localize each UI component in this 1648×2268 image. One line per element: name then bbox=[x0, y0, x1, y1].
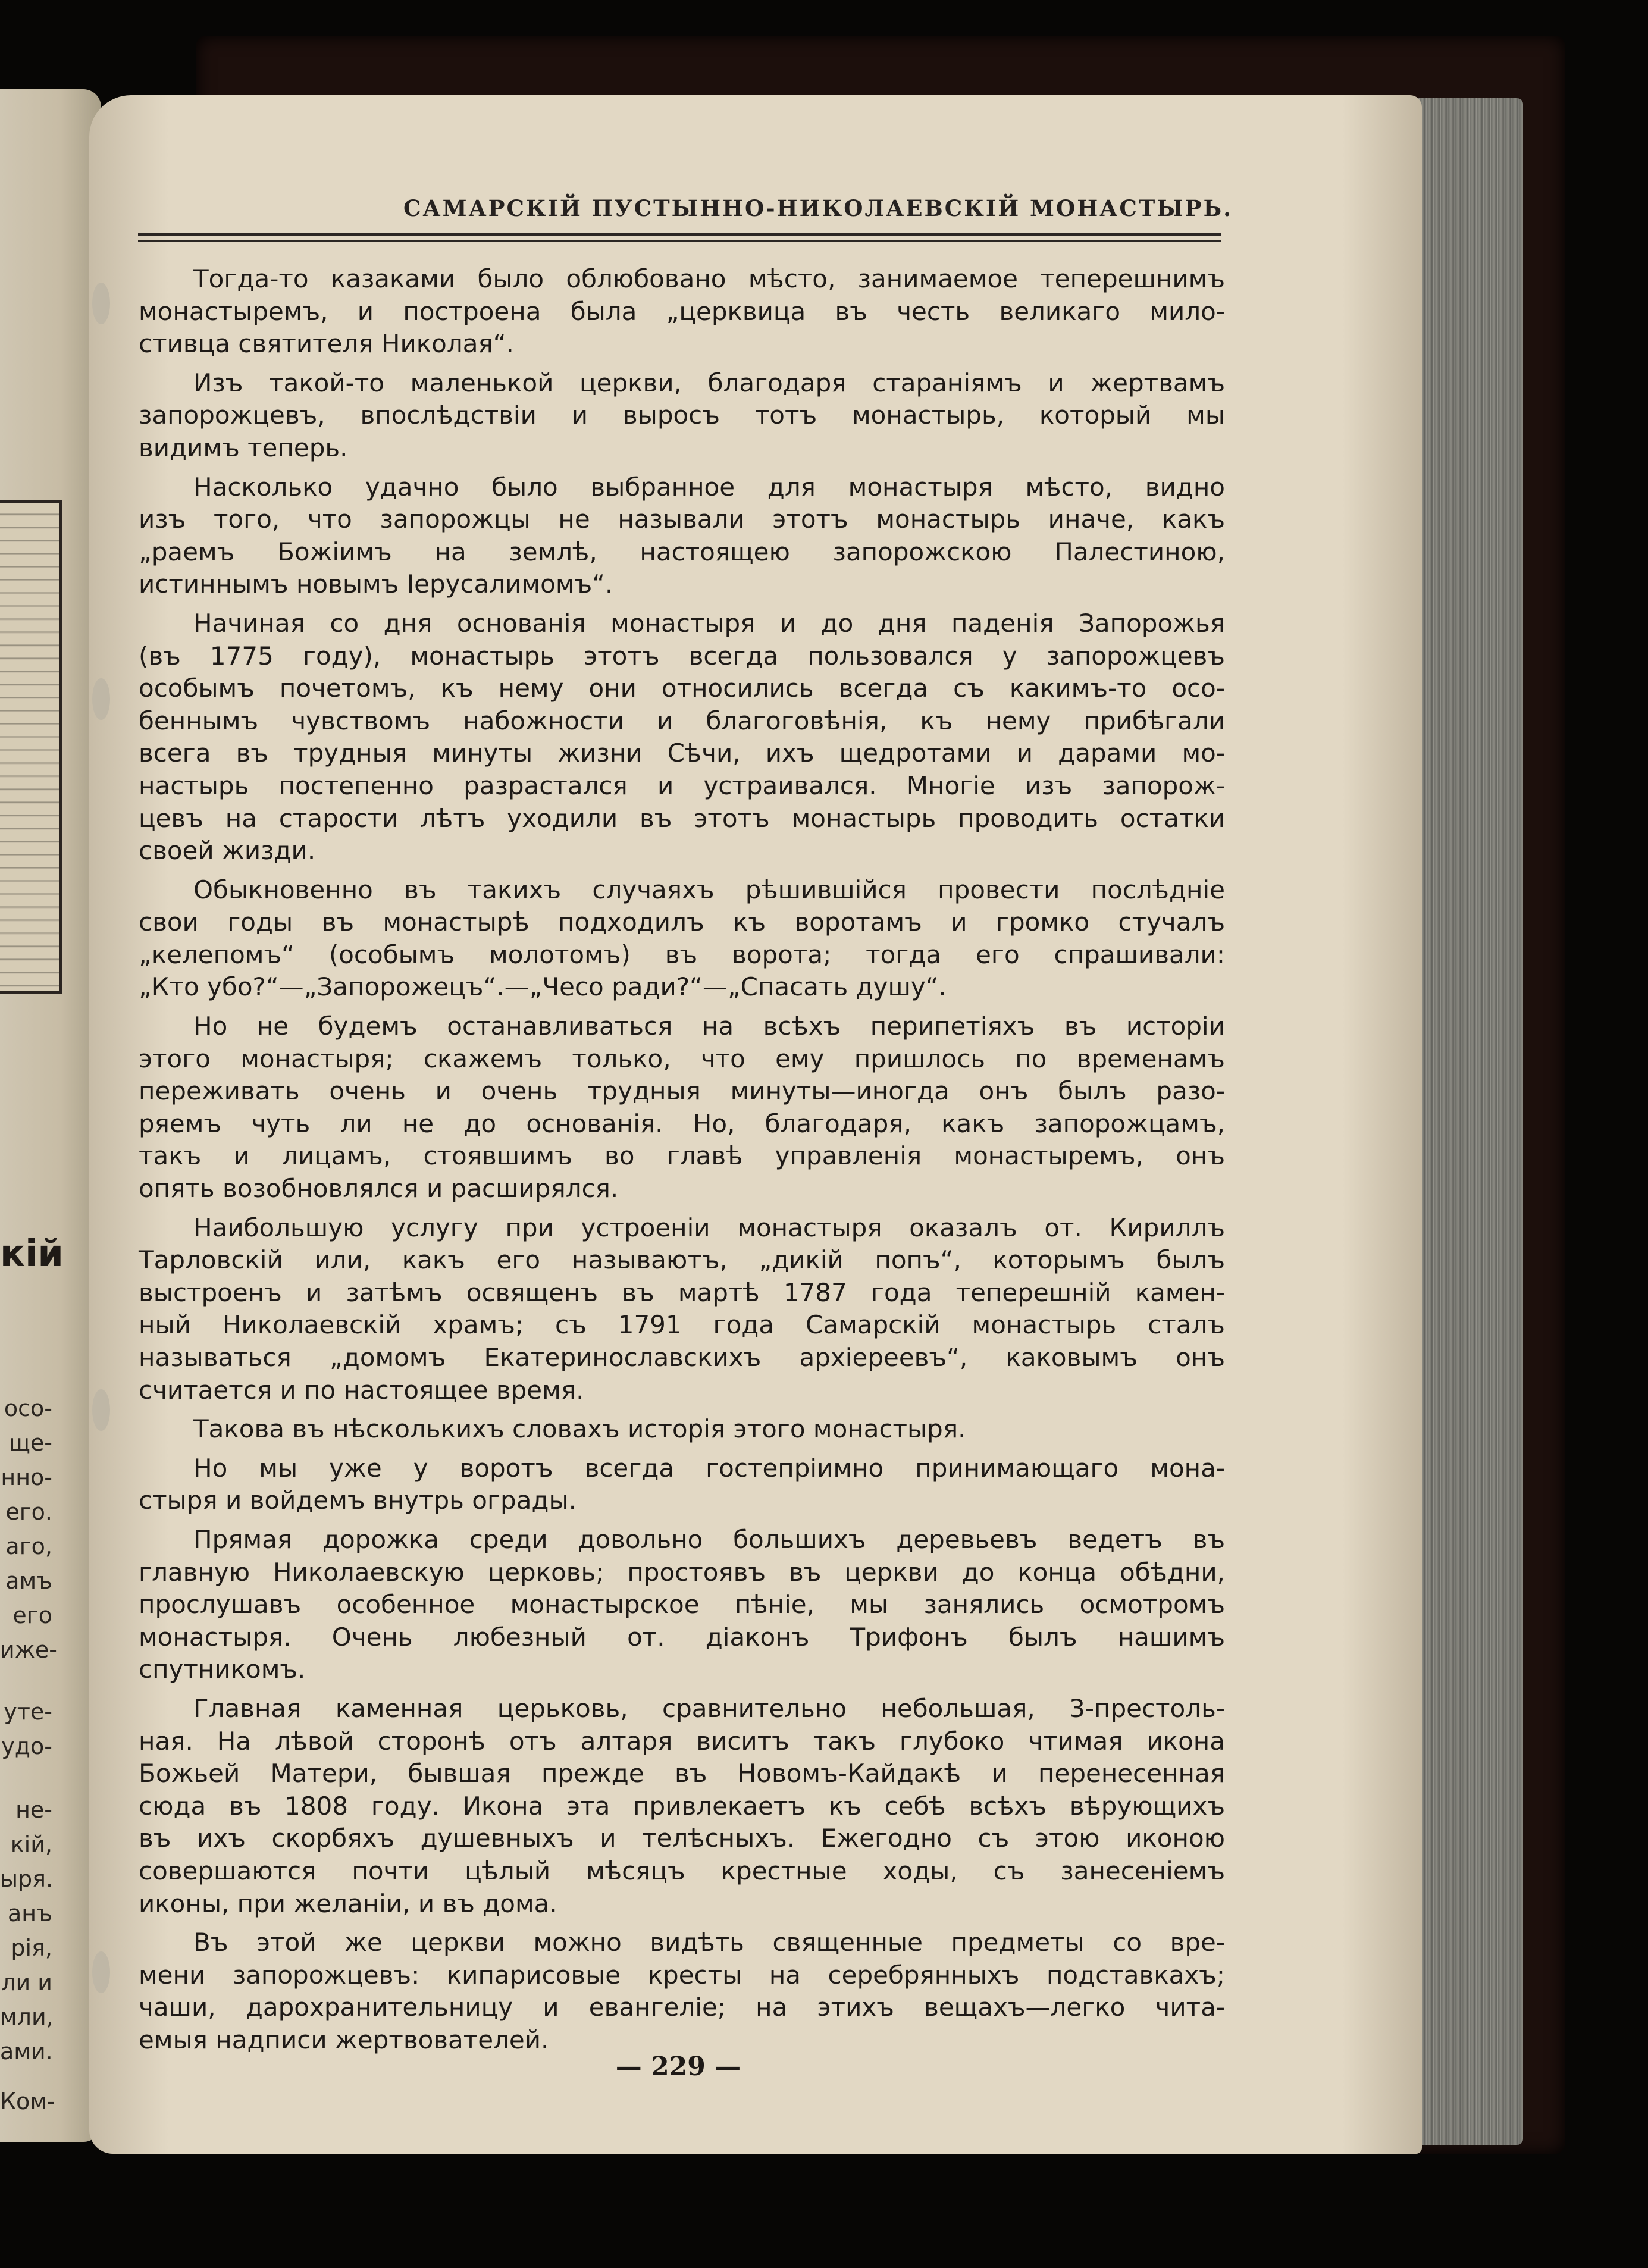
text-line: „раемъ Божіимъ на землѣ, настоящею запорожскою Палестиною, bbox=[139, 537, 1225, 566]
text-line: Но мы уже у воротъ всегда гостепріимно принимающаго мона- bbox=[193, 1453, 1225, 1483]
text-line: Божьей Матери, бывшая прежде въ Новомъ-Кайдакѣ и перенесенная bbox=[139, 1759, 1225, 1788]
text-line: (въ 1775 году), монастырь этотъ всегда пользовался у запорожцевъ bbox=[139, 641, 1225, 671]
left-page-fragment: ыря. bbox=[0, 1866, 54, 1892]
text-line: Такова въ нѣсколькихъ словахъ исторія этого монастыря. bbox=[193, 1414, 966, 1444]
text-line: ный Николаевскій храмъ; съ 1791 года Самарскій монастырь сталъ bbox=[139, 1310, 1225, 1340]
text-line: Наибольшую услугу при устроеніи монастыря оказалъ от. Кириллъ bbox=[193, 1213, 1225, 1242]
text-line: ная. На лѣвой сторонѣ отъ алтаря виситъ такъ глубоко чтимая икона bbox=[139, 1726, 1225, 1756]
left-page-fragment: ли и bbox=[1, 1969, 52, 1996]
paragraph bbox=[139, 1524, 1225, 1686]
left-page-fragment: ще- bbox=[9, 1430, 52, 1456]
paragraph bbox=[139, 1926, 1225, 2056]
paragraph bbox=[139, 874, 1225, 1004]
text-line: видимъ теперь. bbox=[139, 433, 348, 462]
text-line: сюда въ 1808 году. Икона эта привлекаетъ къ себѣ всѣхъ вѣрующихъ bbox=[139, 1791, 1225, 1821]
left-page-fragment: ами. bbox=[0, 2038, 53, 2065]
text-line: мени запорожцевъ: кипарисовые кресты на серебрянныхъ подставкахъ; bbox=[139, 1960, 1225, 1990]
left-page-fragment: его bbox=[12, 1602, 52, 1628]
left-page-fragment: иже- bbox=[0, 1637, 58, 1663]
text-line: прослушавъ особенное монастырское пѣніе, мы занялись осмотромъ bbox=[139, 1590, 1225, 1619]
paragraph bbox=[139, 1010, 1225, 1205]
text-line: „келепомъ“ (особымъ молотомъ) въ ворота; тогда его спрашивали: bbox=[139, 939, 1225, 969]
text-line: Тарловскій или, какъ его называютъ, „дикій попъ“, которымъ былъ bbox=[139, 1245, 1225, 1275]
left-page-fragment: его. bbox=[5, 1499, 52, 1525]
left-page-fragment: кій, bbox=[10, 1831, 52, 1857]
paragraph bbox=[139, 367, 1225, 465]
text-line: переживать очень и очень трудныя минуты—иногда онъ былъ разо- bbox=[139, 1076, 1225, 1106]
paragraph bbox=[139, 1693, 1225, 1920]
text-line: емыя надписи жертвователей. bbox=[139, 2025, 549, 2054]
text-line: Насколько удачно было выбранное для монастыря мѣсто, видно bbox=[193, 472, 1225, 502]
text-line: выстроенъ и затѣмъ освященъ въ мартѣ 1787 года теперешній камен- bbox=[139, 1277, 1225, 1307]
paragraph bbox=[139, 607, 1225, 867]
text-line: беннымъ чувствомъ набожности и благоговѣнія, къ нему прибѣгали bbox=[139, 706, 1225, 735]
left-page-edge bbox=[0, 89, 101, 2142]
text-line: Обыкновенно въ такихъ случаяхъ рѣшившійся провести послѣдніе bbox=[193, 875, 1225, 904]
text-line: свои годы въ монастырѣ подходилъ къ воротамъ и громко стучалъ bbox=[139, 907, 1225, 937]
text-line: въ ихъ скорбяхъ душевныхъ и телѣсныхъ. Ежегодно съ этою иконою bbox=[139, 1824, 1225, 1853]
text-line: монастыремъ, и построена была „церквица въ честь великаго мило- bbox=[139, 296, 1225, 326]
left-page-fragment: уте- bbox=[4, 1699, 52, 1725]
left-page-fragment: не- bbox=[15, 1797, 52, 1823]
left-page-fragment: аго, bbox=[5, 1533, 52, 1559]
text-line: иконы, при желаніи, и въ дома. bbox=[139, 1888, 557, 1918]
paragraph bbox=[139, 1413, 1225, 1446]
text-line: особымъ почетомъ, къ нему они относились всегда съ какимъ-то осо- bbox=[139, 673, 1225, 703]
paragraph bbox=[139, 1452, 1225, 1517]
left-page-fragment: Ком- bbox=[0, 2088, 55, 2114]
text-line: Но не будемъ останавливаться на всѣхъ перипетіяхъ въ исторіи bbox=[193, 1011, 1225, 1041]
running-header: САМАРСКІЙ ПУСТЫННО-НИКОЛАЕВСКІЙ МОНАСТЫРЬ. bbox=[403, 195, 1233, 221]
left-page-fragment: осо- bbox=[4, 1395, 52, 1421]
left-page-fragment: анъ bbox=[8, 1900, 52, 1926]
text-line: монастыря. Очень любезный от. діаконъ Трифонъ былъ нашимъ bbox=[139, 1622, 1225, 1652]
text-line: Изъ такой-то маленькой церкви, благодаря стараніямъ и жертвамъ bbox=[193, 368, 1225, 397]
text-line: этого монастыря; скажемъ только, что ему пришлось по временамъ bbox=[139, 1044, 1225, 1073]
paragraph bbox=[139, 1212, 1225, 1407]
text-line: Тогда-то казаками было облюбовано мѣсто, занимаемое теперешнимъ bbox=[193, 264, 1225, 293]
left-page-fragment: амъ bbox=[5, 1568, 52, 1594]
left-page-illustration bbox=[0, 500, 62, 994]
text-line: всега въ трудныя минуты жизни Сѣчи, ихъ щедротами и дарами мо- bbox=[139, 738, 1225, 768]
text-line: стыря и войдемъ внутрь ограды. bbox=[139, 1486, 577, 1515]
left-page-fragment: нно- bbox=[1, 1464, 52, 1490]
text-line: главную Николаевскую церковь; простоявъ въ церкви до конца обѣдни, bbox=[139, 1557, 1225, 1587]
paragraph bbox=[139, 471, 1225, 601]
text-line: ряемъ чуть ли не до основанія. Но, благодаря, какъ запорожцамъ, bbox=[139, 1108, 1225, 1138]
text-line: „Кто убо?“—„Запорожецъ“.—„Чесо ради?“—„Спасать душу“. bbox=[139, 972, 947, 1002]
text-line: опять возобновлялся и расширялся. bbox=[139, 1174, 619, 1204]
text-line: чаши, дарохранительницу и евангеліе; на этихъ вещахъ—легко чита- bbox=[139, 1993, 1225, 2022]
text-line: Прямая дорожка среди довольно большихъ деревьевъ ведетъ въ bbox=[193, 1524, 1225, 1554]
text-line: изъ того, что запорожцы не называли этотъ монастырь иначе, какъ bbox=[139, 505, 1225, 534]
left-page-fragment: мли, bbox=[0, 2004, 54, 2030]
left-page-fragment: рія, bbox=[11, 1935, 52, 1961]
page-number: — 229 — bbox=[615, 2051, 741, 2082]
text-line: спутникомъ. bbox=[139, 1655, 306, 1684]
text-line: совершаются почти цѣлый мѣсяцъ крестные ходы, съ занесеніемъ bbox=[139, 1856, 1225, 1885]
text-line: считается и по настоящее время. bbox=[139, 1375, 584, 1405]
body-text bbox=[139, 263, 1225, 2063]
text-line: Главная каменная церьковь, сравнительно небольшая, 3-престоль- bbox=[193, 1693, 1225, 1723]
text-line: называться „домомъ Екатеринославскихъ архіереевъ“, каковымъ онъ bbox=[139, 1343, 1225, 1372]
text-line: своей жизди. bbox=[139, 836, 316, 866]
text-line: Начиная со дня основанія монастыря и до дня паденія Запорожья bbox=[193, 608, 1225, 638]
header-rule-thin bbox=[138, 240, 1221, 242]
text-line: Въ этой же церкви можно видѣть священные предметы со вре- bbox=[193, 1928, 1225, 1957]
paragraph bbox=[139, 263, 1225, 361]
text-line: запорожцевъ, впослѣдствіи и выросъ тотъ монастырь, который мы bbox=[139, 400, 1225, 430]
text-line: такъ и лицамъ, стоявшимъ во главѣ управленія монастыремъ, онъ bbox=[139, 1141, 1225, 1171]
text-line: цевъ на старости лѣтъ уходили въ этотъ монастырь проводить остатки bbox=[139, 803, 1225, 833]
left-page-fragment: удо- bbox=[1, 1733, 52, 1759]
text-line: истиннымъ новымъ Іерусалимомъ“. bbox=[139, 569, 613, 599]
header-rule bbox=[138, 233, 1221, 236]
text-line: стивца святителя Николая“. bbox=[139, 329, 514, 359]
left-page-heading: кій bbox=[0, 1232, 64, 1275]
text-line: настырь постепенно разрастался и устраивался. Многіе изъ запорож- bbox=[139, 770, 1225, 800]
